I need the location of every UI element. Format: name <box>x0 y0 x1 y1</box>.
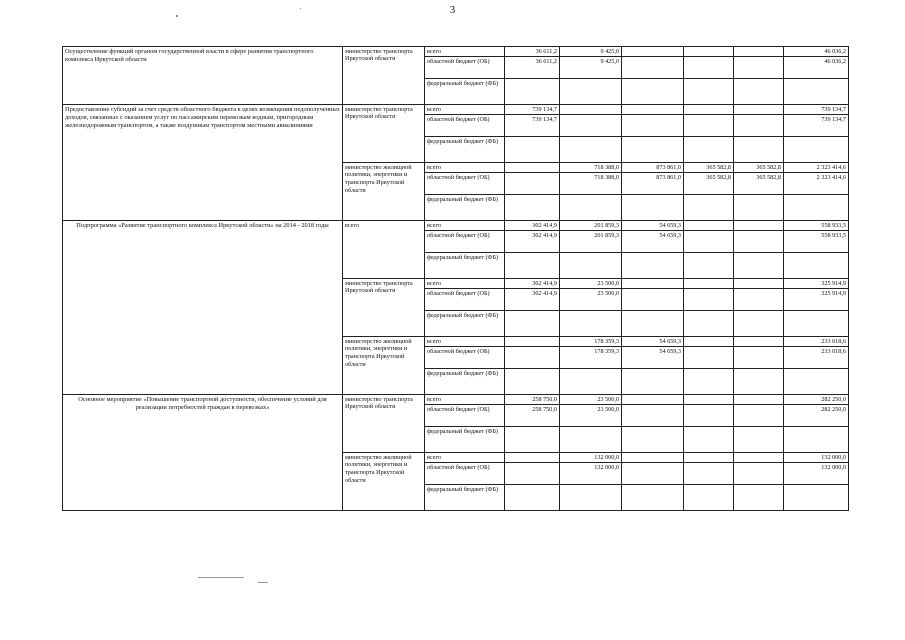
year-value: 739 134,7 <box>505 115 560 137</box>
funding-source-label: всего <box>425 279 505 289</box>
year-value <box>734 47 784 57</box>
total-value: 233 018,6 <box>784 337 849 347</box>
program-name: Подпрограмма «Развитие транспортного комплекса Иркутской области» на 2014 - 2018 годы <box>63 221 343 395</box>
total-value: 2 323 414,6 <box>784 173 849 195</box>
year-value <box>622 311 684 337</box>
year-value <box>505 137 560 163</box>
year-value: 302 414,9 <box>505 289 560 311</box>
funding-source-label: областной бюджет (ОБ) <box>425 463 505 485</box>
scan-mark <box>258 582 268 583</box>
table-row <box>63 105 849 115</box>
year-value <box>622 57 684 79</box>
funding-source-label: областной бюджет (ОБ) <box>425 115 505 137</box>
executor-name: министерство транспорта Иркутской области <box>343 279 425 337</box>
year-value <box>560 195 622 221</box>
year-value <box>684 453 734 463</box>
funding-source-label: всего <box>425 453 505 463</box>
program-name: Предоставление субсидий за счет средств областного бюджета в целях возмещения недополученных доходов, связанных с оказанием услуг по пассажирским перевозкам водным, пригородным железнодорожным транспортом, а также воздушным транспортом местными авиалиниями <box>63 105 343 221</box>
year-value <box>734 463 784 485</box>
year-value <box>560 115 622 137</box>
year-value <box>684 137 734 163</box>
funding-source-label: федеральный бюджет (ФБ) <box>425 369 505 395</box>
year-value <box>505 79 560 105</box>
year-value <box>684 231 734 253</box>
table-row <box>63 47 849 57</box>
year-value <box>684 289 734 311</box>
year-value <box>734 395 784 405</box>
year-value <box>734 289 784 311</box>
year-value <box>560 311 622 337</box>
year-value <box>684 253 734 279</box>
year-value: 873 861,0 <box>622 173 684 195</box>
year-value <box>684 369 734 395</box>
table-row <box>63 395 849 405</box>
year-value <box>505 163 560 173</box>
year-value <box>684 311 734 337</box>
funding-source-label: областной бюджет (ОБ) <box>425 57 505 79</box>
year-value <box>505 195 560 221</box>
program-name: Основное мероприятие «Повышение транспортной доступности, обеспечение условий для реализации потребностей граждан в перевозках» <box>63 395 343 511</box>
year-value: 718 388,0 <box>560 173 622 195</box>
funding-source-label: федеральный бюджет (ФБ) <box>425 137 505 163</box>
executor-name: всего <box>343 221 425 279</box>
budget-table <box>62 46 849 511</box>
year-value <box>560 427 622 453</box>
year-value <box>684 47 734 57</box>
year-value: 54 659,3 <box>622 231 684 253</box>
scan-speck <box>300 8 301 9</box>
funding-source-label: федеральный бюджет (ФБ) <box>425 253 505 279</box>
year-value <box>734 453 784 463</box>
year-value <box>684 115 734 137</box>
year-value: 718 388,0 <box>560 163 622 173</box>
year-value: 9 425,0 <box>560 47 622 57</box>
year-value <box>734 105 784 115</box>
year-value <box>734 311 784 337</box>
total-value <box>784 253 849 279</box>
year-value <box>734 253 784 279</box>
year-value <box>734 115 784 137</box>
year-value <box>622 253 684 279</box>
total-value: 46 036,2 <box>784 57 849 79</box>
funding-source-label: областной бюджет (ОБ) <box>425 289 505 311</box>
year-value <box>734 231 784 253</box>
funding-source-label: областной бюджет (ОБ) <box>425 347 505 369</box>
year-value: 201 859,3 <box>560 231 622 253</box>
total-value <box>784 311 849 337</box>
year-value <box>622 137 684 163</box>
year-value <box>684 427 734 453</box>
year-value <box>684 57 734 79</box>
year-value <box>622 485 684 511</box>
year-value <box>684 105 734 115</box>
year-value <box>734 427 784 453</box>
funding-source-label: областной бюджет (ОБ) <box>425 173 505 195</box>
funding-source-label: всего <box>425 221 505 231</box>
total-value <box>784 195 849 221</box>
total-value <box>784 485 849 511</box>
executor-name: министерство жилищной политики, энергетики и транспорта Иркутской области <box>343 163 425 221</box>
year-value <box>684 485 734 511</box>
year-value <box>684 405 734 427</box>
year-value <box>684 279 734 289</box>
funding-source-label: всего <box>425 337 505 347</box>
year-value <box>622 195 684 221</box>
year-value <box>560 105 622 115</box>
year-value <box>734 195 784 221</box>
year-value: 873 861,0 <box>622 163 684 173</box>
scan-mark <box>198 577 244 578</box>
year-value <box>622 453 684 463</box>
year-value: 23 500,0 <box>560 289 622 311</box>
funding-source-label: всего <box>425 163 505 173</box>
year-value <box>684 221 734 231</box>
year-value: 54 659,3 <box>622 337 684 347</box>
year-value: 23 500,0 <box>560 279 622 289</box>
total-value: 282 250,0 <box>784 405 849 427</box>
total-value: 325 914,9 <box>784 289 849 311</box>
funding-source-label: областной бюджет (ОБ) <box>425 231 505 253</box>
year-value <box>622 279 684 289</box>
executor-name: министерство транспорта Иркутской области <box>343 105 425 163</box>
year-value: 302 414,9 <box>505 221 560 231</box>
total-value: 558 933,5 <box>784 231 849 253</box>
funding-source-label: всего <box>425 395 505 405</box>
executor-name: министерство жилищной политики, энергетики и транспорта Иркутской области <box>343 337 425 395</box>
scan-speck <box>176 15 178 17</box>
total-value <box>784 427 849 453</box>
total-value: 282 250,0 <box>784 395 849 405</box>
total-value: 739 134,7 <box>784 105 849 115</box>
year-value <box>684 195 734 221</box>
year-value <box>684 463 734 485</box>
year-value <box>734 347 784 369</box>
year-value <box>505 485 560 511</box>
year-value <box>622 395 684 405</box>
total-value: 132 000,0 <box>784 463 849 485</box>
funding-source-label: всего <box>425 47 505 57</box>
executor-name: министерство жилищной политики, энергетики и транспорта Иркутской области <box>343 453 425 511</box>
funding-source-label: федеральный бюджет (ФБ) <box>425 427 505 453</box>
year-value: 258 750,0 <box>505 395 560 405</box>
year-value <box>622 463 684 485</box>
year-value <box>505 463 560 485</box>
funding-source-label: федеральный бюджет (ФБ) <box>425 79 505 105</box>
year-value: 132 000,0 <box>560 463 622 485</box>
table-row <box>63 221 849 231</box>
year-value <box>684 395 734 405</box>
total-value: 558 933,5 <box>784 221 849 231</box>
year-value: 258 750,0 <box>505 405 560 427</box>
year-value <box>622 79 684 105</box>
funding-source-label: федеральный бюджет (ФБ) <box>425 195 505 221</box>
year-value <box>622 427 684 453</box>
year-value: 201 859,3 <box>560 221 622 231</box>
year-value: 36 611,2 <box>505 57 560 79</box>
year-value <box>560 485 622 511</box>
funding-source-label: областной бюджет (ОБ) <box>425 405 505 427</box>
year-value: 365 582,8 <box>684 163 734 173</box>
year-value <box>505 253 560 279</box>
year-value: 365 582,8 <box>734 163 784 173</box>
year-value: 178 359,3 <box>560 337 622 347</box>
year-value: 178 359,3 <box>560 347 622 369</box>
year-value <box>560 137 622 163</box>
year-value <box>622 369 684 395</box>
year-value <box>622 105 684 115</box>
total-value: 132 000,0 <box>784 453 849 463</box>
year-value: 9 425,0 <box>560 57 622 79</box>
year-value <box>684 79 734 105</box>
year-value <box>505 337 560 347</box>
total-value <box>784 79 849 105</box>
year-value: 54 659,3 <box>622 347 684 369</box>
total-value: 325 914,9 <box>784 279 849 289</box>
year-value <box>734 485 784 511</box>
year-value <box>505 311 560 337</box>
year-value: 302 414,9 <box>505 279 560 289</box>
year-value <box>622 47 684 57</box>
program-name: Осуществление функций органом государственной власти в сфере развития транспортного комплекса Иркутской области <box>63 47 343 105</box>
year-value <box>622 289 684 311</box>
year-value <box>622 405 684 427</box>
year-value: 23 500,0 <box>560 395 622 405</box>
year-value <box>734 221 784 231</box>
year-value <box>734 79 784 105</box>
total-value: 46 036,2 <box>784 47 849 57</box>
year-value: 365 582,8 <box>734 173 784 195</box>
year-value: 54 659,3 <box>622 221 684 231</box>
year-value <box>505 173 560 195</box>
funding-source-label: всего <box>425 105 505 115</box>
year-value <box>684 337 734 347</box>
total-value: 739 134,7 <box>784 115 849 137</box>
total-value <box>784 137 849 163</box>
year-value <box>734 137 784 163</box>
year-value: 365 582,8 <box>684 173 734 195</box>
total-value: 233 018,6 <box>784 347 849 369</box>
year-value <box>560 253 622 279</box>
year-value <box>734 369 784 395</box>
executor-name: министерство транспорта Иркутской области <box>343 395 425 453</box>
year-value <box>560 369 622 395</box>
year-value <box>505 427 560 453</box>
year-value: 23 500,0 <box>560 405 622 427</box>
total-value <box>784 369 849 395</box>
year-value <box>622 115 684 137</box>
year-value: 739 134,7 <box>505 105 560 115</box>
year-value: 36 611,2 <box>505 47 560 57</box>
executor-name: министерство транспорта Иркутской области <box>343 47 425 105</box>
year-value <box>505 369 560 395</box>
year-value <box>684 347 734 369</box>
funding-source-label: федеральный бюджет (ФБ) <box>425 311 505 337</box>
year-value <box>734 337 784 347</box>
funding-source-label: федеральный бюджет (ФБ) <box>425 485 505 511</box>
year-value <box>734 405 784 427</box>
page-number: 3 <box>449 4 456 16</box>
year-value: 302 414,9 <box>505 231 560 253</box>
year-value <box>734 57 784 79</box>
total-value: 2 323 414,6 <box>784 163 849 173</box>
year-value: 132 000,0 <box>560 453 622 463</box>
year-value <box>560 79 622 105</box>
year-value <box>734 279 784 289</box>
year-value <box>505 453 560 463</box>
year-value <box>505 347 560 369</box>
